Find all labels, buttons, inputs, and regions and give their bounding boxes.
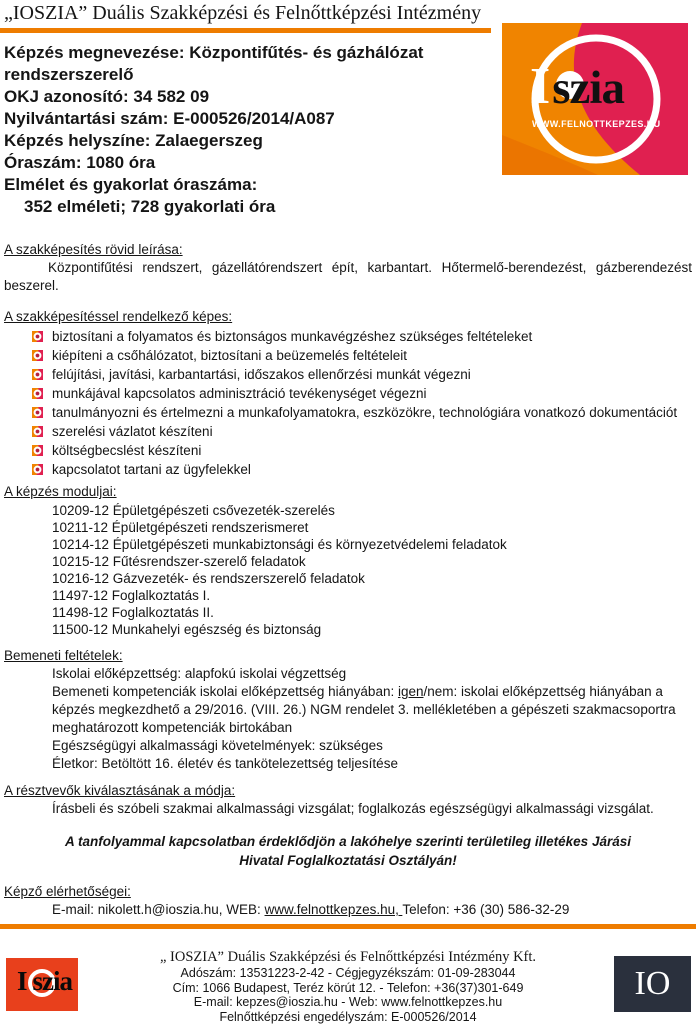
footer-logo-letter-i: I: [17, 966, 27, 996]
capability-text: felújítási, javítási, karbantartási, időszakos ellenőrzési munkát végezni: [52, 367, 471, 382]
list-item: [4, 365, 692, 384]
ioszia-bullet-icon: [32, 464, 43, 475]
section-modules-heading: A képzés moduljai:: [4, 484, 117, 499]
description-body: Központifűtési rendszert, gázellátórendszert épít, karbantart. Hőtermelő-berendezést, gázberendezést beszerel.: [4, 260, 692, 293]
ioszia-bullet-icon: [32, 388, 43, 399]
section-contact-heading: Képző elérhetőségei:: [4, 884, 131, 899]
entry-competencies: [4, 683, 692, 737]
footer: [0, 940, 696, 1024]
module-item: 10216-12 Gázvezeték- és rendszerszerelő feladatok: [52, 571, 365, 586]
module-item: 10209-12 Épületgépészeti csővezeték-szerelés: [52, 503, 335, 518]
course-registration: Nyilvántartási szám: E-000526/2014/A087: [4, 109, 335, 128]
capabilities-list: [4, 327, 692, 479]
main-content: [4, 241, 692, 919]
entry-age: Életkor: Betöltött 16. életév és tankötelezettség teljesítése: [52, 756, 398, 771]
capability-text: biztosítani a folyamatos és biztonságos munkavégzéshez szükséges feltételeket: [52, 329, 533, 344]
capability-text: kapcsolatot tartani az ügyfelekkel: [52, 462, 251, 477]
course-split-label: Elmélet és gyakorlat óraszáma:: [4, 175, 258, 194]
module-item: 11498-12 Foglalkoztatás II.: [52, 605, 214, 620]
ioszia-bullet-icon: [32, 445, 43, 456]
course-okj: OKJ azonosító: 34 582 09: [4, 87, 210, 106]
info-notice: A tanfolyammal kapcsolatban érdeklődjön a lakóhelye szerinti területileg illetékes Járási Hivatal Foglalkoztatási Osztályán!: [65, 834, 631, 868]
course-hours: Óraszám: 1080 óra: [4, 153, 156, 172]
footer-address-phone: Cím: 1066 Budapest, Teréz körút 12. - Telefon: +36(37)301-649: [172, 980, 524, 995]
module-item: 11497-12 Foglalkoztatás I.: [52, 588, 211, 603]
ioszia-bullet-icon: [32, 369, 43, 380]
selection-body: Írásbeli és szóbeli szakmai alkalmassági vizsgálat; foglalkozás egészségügyi alkalmassági vizsgálat.: [52, 801, 654, 816]
section-entry-heading: Bemeneti feltételek:: [4, 648, 123, 663]
footer-email-web: E-mail: kepzes@ioszia.hu - Web: www.felnottkepzes.hu: [193, 995, 503, 1009]
list-item: [4, 441, 692, 460]
entry-competencies-yes: igen: [397, 684, 424, 699]
ioszia-bullet-icon: [32, 331, 43, 342]
footer-logo-wordmark: [17, 966, 72, 997]
footer-license-number: Felnőttképzési engedélyszám: E-000526/2014: [219, 1009, 477, 1024]
entry-health: Egészségügyi alkalmassági követelmények: szükséges: [52, 738, 383, 753]
io-square-logo: IO: [614, 956, 691, 1012]
footer-rule: [0, 924, 696, 929]
list-item: [4, 403, 692, 422]
modules-list: [4, 502, 692, 638]
course-location: Képzés helyszíne: Zalaegerszeg: [4, 131, 263, 150]
module-item: 11500-12 Munkahelyi egészség és biztonság: [52, 622, 322, 637]
contact-phone: Telefon: +36 (30) 586-32-29: [402, 902, 570, 917]
logo-letter-i: I: [530, 58, 551, 115]
capability-text: tanulmányozni és értelmezni a munkafolyamatokra, eszközökre, technológiára vonatkozó dokumentációt: [52, 405, 678, 420]
list-item: [4, 346, 692, 365]
list-item: [4, 384, 692, 403]
footer-company-name: „ IOSZIA” Duális Szakképzési és Felnőttképzési Intézmény Kft.: [159, 949, 537, 965]
ioszia-footer-logo: [6, 958, 78, 1011]
section-capabilities-heading: A szakképesítéssel rendelkező képes:: [4, 309, 233, 324]
page-title: „IOSZIA” Duális Szakképzési és Felnőttképzési Intézmény: [4, 2, 482, 24]
capability-text: költségbecslést készíteni: [52, 443, 202, 458]
capability-text: kiépíteni a csőhálózatot, biztosítani a beüzemelés feltételeit: [52, 348, 407, 363]
contact-email: E-mail: nikolett.h@ioszia.hu, WEB:: [52, 902, 265, 917]
ioszia-bullet-icon: [32, 426, 43, 437]
module-item: 10214-12 Épületgépészeti munkabiztonsági és környezetvédelemi feladatok: [52, 537, 507, 552]
contact-line: [4, 901, 692, 919]
list-item: [4, 460, 692, 479]
entry-schooling: Iskolai előképzettség: alapfokú iskolai végzettség: [52, 666, 347, 681]
footer-company-info: [95, 949, 601, 1024]
entry-competencies-pre: Bemeneti kompetenciák iskolai előképzettség hiányában:: [52, 684, 398, 699]
section-description-heading: A szakképesítés rövid leírása:: [4, 242, 183, 257]
ioszia-logo: [502, 23, 688, 175]
course-name: Képzés megnevezése: Központifűtés- és gázhálózat rendszerszerelő: [4, 43, 424, 84]
section-selection-heading: A résztvevők kiválasztásának a módja:: [4, 783, 236, 798]
logo-url-text: WWW.FELNOTTKEPZES.HU: [532, 119, 661, 129]
ioszia-bullet-icon: [32, 350, 43, 361]
list-item: [4, 422, 692, 441]
logo-wordmark: [530, 57, 624, 117]
footer-tax-number: Adószám: 13531223-2-42 - Cégjegyzékszám: 01-09-283044: [180, 966, 516, 980]
course-split-value: 352 elméleti; 728 gyakorlati óra: [24, 197, 276, 216]
module-item: 10211-12 Épületgépészeti rendszerismeret: [52, 520, 309, 535]
footer-logo-letters-szia: szia: [32, 966, 73, 996]
header-rule: [0, 28, 491, 33]
entry-requirements: [4, 665, 692, 773]
logo-letters-szia: szia: [552, 62, 624, 114]
capability-text: munkájával kapcsolatos adminisztráció tevékenységet végezni: [52, 386, 427, 401]
list-item: [4, 327, 692, 346]
module-item: 10215-12 Fűtésrendszer-szerelő feladatok: [52, 554, 306, 569]
capability-text: szerelési vázlatot készíteni: [52, 424, 213, 439]
ioszia-bullet-icon: [32, 407, 43, 418]
contact-web-link[interactable]: www.felnottkepzes.hu,: [264, 902, 403, 917]
course-info-block: [4, 42, 506, 218]
entry-competencies-post: /nem: iskolai előképzettség hiányában a képzés megkezdhető a 29/2016. (VIII. 26.) NGM rendelet 3. mellékletében a gépészeti szakmacsoportra meghatározott kompetenciák birtokában: [52, 684, 676, 735]
